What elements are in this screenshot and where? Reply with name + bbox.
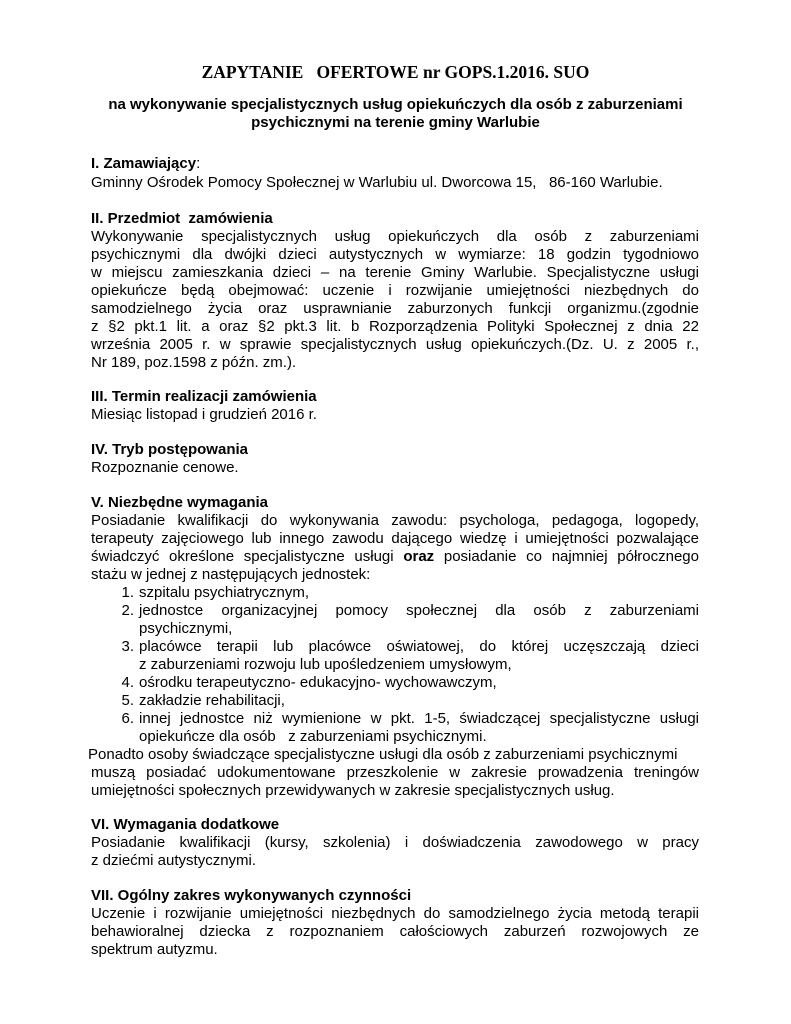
section-3-heading: III. Termin realizacji zamówienia xyxy=(91,388,317,405)
section-1-colon: : xyxy=(196,155,201,172)
section-4-text: Rozpoznanie cenowe. xyxy=(91,459,239,476)
list-item-1-text: szpitalu psychiatrycznym, xyxy=(139,584,310,601)
list-item-3-text: placówce terapii lub placówce oświatowej, do której uczęszczają dzieci xyxy=(139,638,699,655)
list-item-number: 4. xyxy=(121,674,134,691)
section-2-line-2: psychicznymi dla dwójki dzieci autystycznych w wymiarze: 18 godzin tygodniowo xyxy=(91,246,699,263)
section-4-heading: IV. Tryb postępowania xyxy=(91,441,248,458)
section-2-line-4: opiekuńcze będą obejmować: uczenie i rozwijanie umiejętności niezbędnych do xyxy=(91,282,699,299)
section-6-heading: VI. Wymagania dodatkowe xyxy=(91,816,280,833)
list-item-4-text: ośrodku terapeutyczno- edukacyjno- wychowawczym, xyxy=(139,674,497,691)
section-1-heading-row xyxy=(91,155,200,173)
subtitle-line-1: na wykonywanie specjalistycznych usług opiekuńczych dla osób z zaburzeniami xyxy=(108,96,683,113)
list-item-3-text-cont: z zaburzeniami rozwoju lub upośledzeniem umysłowym, xyxy=(139,656,512,673)
section-1-text: Gminny Ośrodek Pomocy Społecznej w Warlubiu ul. Dworcowa 15, 86-160 Warlubie. xyxy=(91,174,663,191)
section-2-line-1: Wykonywanie specjalistycznych usług opiekuńczych dla osób z zaburzeniami xyxy=(91,228,699,245)
section-7-line-1: Uczenie i rozwijanie umiejętności niezbędnych do samodzielnego życia metodą terapii xyxy=(91,905,699,922)
section-7-line-2: behawioralnej dziecka z rozpoznaniem całościowych zaburzeń rozwojowych ze xyxy=(91,923,699,940)
section-5-heading: V. Niezbędne wymagania xyxy=(91,494,269,511)
section-2-line-5: samodzielnego życia oraz usprawnianie zaburzonych funkcji organizmu.(zgodnie xyxy=(91,300,699,317)
document-title: ZAPYTANIE OFERTOWE nr GOPS.1.2016. SUO xyxy=(201,62,590,82)
section-2-line-7: września 2005 r. w sprawie specjalistycznych usług opiekuńczych.(Dz. U. z 2005 r., xyxy=(91,336,699,353)
section-7-line-3: spektrum autyzmu. xyxy=(91,941,218,958)
section-5-oraz: oraz xyxy=(403,548,435,565)
section-5-line-2: terapeuty zajęciowego lub innego zawodu dającego wiedzę i umiejętności pozwalające xyxy=(91,530,699,547)
document-subtitle xyxy=(60,96,731,132)
section-7-heading: VII. Ogólny zakres wykonywanych czynności xyxy=(91,887,412,904)
list-item-number: 2. xyxy=(121,602,134,619)
list-item-2-text-cont: psychicznymi, xyxy=(139,620,233,637)
section-2-line-3: w miejscu zamieszkania dzieci – na terenie Gminy Warlubie. Specjalistyczne usługi xyxy=(91,264,699,281)
section-5-line-3-c: posiadanie co najmniej półrocznego xyxy=(434,548,699,565)
section-5-line-3 xyxy=(91,548,699,566)
list-item-2-text: jednostce organizacyjnej pomocy społecznej dla osób z zaburzeniami xyxy=(139,602,699,619)
list-item-number: 5. xyxy=(121,692,134,709)
section-2-line-6: z §2 pkt.1 lit. a oraz §2 pkt.3 lit. b Rozporządzenia Polityki Społecznej z dnia 22 xyxy=(91,318,699,335)
section-2-heading: II. Przedmiot zamówienia xyxy=(91,210,273,227)
list-item-number: 6. xyxy=(121,710,134,727)
section-3-text: Miesiąc listopad i grudzień 2016 r. xyxy=(91,406,317,423)
list-item-number: 3. xyxy=(121,638,134,655)
subtitle-line-2: psychicznymi na terenie gminy Warlubie xyxy=(251,114,540,131)
section-1-heading: I. Zamawiający xyxy=(91,155,197,172)
section-2-line-8: Nr 189, poz.1598 z późn. zm.). xyxy=(91,354,297,371)
section-5-line-3-a: świadczyć określone specjalistyczne usługi xyxy=(91,548,404,565)
section-5-after-line-3: umiejętności społecznych przewidywanych w zakresie specjalistycznych usług. xyxy=(91,782,615,799)
section-5-after-line-1: Ponadto osoby świadczące specjalistyczne usługi dla osób z zaburzeniami psychicznymi xyxy=(88,746,678,763)
section-5-line-1: Posiadanie kwalifikacji do wykonywania zawodu: psychologa, pedagoga, logopedy, xyxy=(91,512,699,529)
section-5-after-line-2: muszą posiadać udokumentowane przeszkolenie w zakresie prowadzenia treningów xyxy=(91,764,699,781)
section-6-line-1: Posiadanie kwalifikacji (kursy, szkolenia) i doświadczenia zawodowego w pracy xyxy=(91,834,699,851)
list-item-6-text-cont: opiekuńcze dla osób z zaburzeniami psychicznymi. xyxy=(139,728,487,745)
list-item-6-text: innej jednostce niż wymienione w pkt. 1-5, świadczącej specjalistyczne usługi xyxy=(139,710,699,727)
section-6-line-2: z dziećmi autystycznymi. xyxy=(91,852,257,869)
list-item-5-text: zakładzie rehabilitacji, xyxy=(139,692,285,709)
section-5-line-4: stażu w jednej z następujących jednostek: xyxy=(91,566,371,583)
list-item-number: 1. xyxy=(121,584,134,601)
